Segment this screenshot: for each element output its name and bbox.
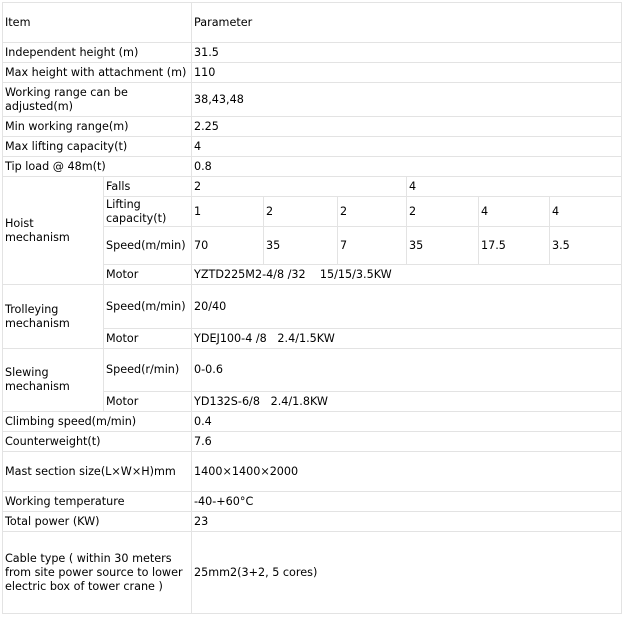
row-value: 2.25 (192, 117, 622, 137)
table-row (3, 63, 622, 83)
header-item: Item (3, 3, 192, 43)
lifting-value: 4 (550, 197, 622, 227)
table-row (3, 83, 622, 117)
row-label: Min working range(m) (3, 117, 192, 137)
row-value: 7.6 (192, 432, 622, 452)
row-value: 4 (192, 137, 622, 157)
speed-value: 35 (407, 227, 479, 265)
trolleying-speed-row (3, 285, 622, 329)
table-row (3, 512, 622, 532)
row-value: 23 (192, 512, 622, 532)
lifting-value: 2 (338, 197, 407, 227)
row-label: Tip load @ 48m(t) (3, 157, 192, 177)
table-row (3, 452, 622, 492)
slewing-label: Slewing mechanism (3, 349, 104, 412)
speed-value: 35 (264, 227, 338, 265)
table-row (3, 157, 622, 177)
header-parameter: Parameter (192, 3, 622, 43)
motor-label: Motor (104, 265, 192, 285)
motor-value: YZTD225M2-4/8 /32 15/15/3.5KW (192, 265, 622, 285)
table-row (3, 43, 622, 63)
row-label: Cable type ( within 30 meters from site power source to lower electric box of tower crane ) (3, 532, 192, 614)
spec-table (2, 2, 622, 614)
falls-value: 2 (192, 177, 407, 197)
table-row (3, 412, 622, 432)
row-label: Max lifting capacity(t) (3, 137, 192, 157)
hoist-falls-row (3, 177, 622, 197)
row-value: 31.5 (192, 43, 622, 63)
falls-label: Falls (104, 177, 192, 197)
speed-value: 7 (338, 227, 407, 265)
row-value: 0.8 (192, 157, 622, 177)
table-row (3, 432, 622, 452)
motor-label: Motor (104, 392, 192, 412)
speed-label: Speed(r/min) (104, 349, 192, 392)
header-row (3, 3, 622, 43)
speed-label: Speed(m/min) (104, 227, 192, 265)
table-row (3, 532, 622, 614)
falls-value: 4 (407, 177, 622, 197)
row-label: Working range can be adjusted(m) (3, 83, 192, 117)
lifting-value: 4 (479, 197, 550, 227)
row-label: Total power (KW) (3, 512, 192, 532)
table-row (3, 137, 622, 157)
row-value: 38,43,48 (192, 83, 622, 117)
row-label: Independent height (m) (3, 43, 192, 63)
table-row (3, 492, 622, 512)
slewing-speed-row (3, 349, 622, 392)
lifting-label: Lifting capacity(t) (104, 197, 192, 227)
row-label: Working temperature (3, 492, 192, 512)
motor-value: YD132S-6/8 2.4/1.8KW (192, 392, 622, 412)
row-label: Climbing speed(m/min) (3, 412, 192, 432)
speed-value: 17.5 (479, 227, 550, 265)
hoist-label: Hoist mechanism (3, 177, 104, 285)
row-label: Mast section size(L×W×H)mm (3, 452, 192, 492)
row-label: Max height with attachment (m) (3, 63, 192, 83)
speed-value: 70 (192, 227, 264, 265)
row-value: -40-+60°C (192, 492, 622, 512)
trolleying-label: Trolleying mechanism (3, 285, 104, 349)
row-label: Counterweight(t) (3, 432, 192, 452)
speed-value: 20/40 (192, 285, 622, 329)
motor-value: YDEJ100-4 /8 2.4/1.5KW (192, 329, 622, 349)
speed-value: 0-0.6 (192, 349, 622, 392)
lifting-value: 2 (407, 197, 479, 227)
motor-label: Motor (104, 329, 192, 349)
row-value: 110 (192, 63, 622, 83)
table-row (3, 117, 622, 137)
speed-value: 3.5 (550, 227, 622, 265)
row-value: 1400×1400×2000 (192, 452, 622, 492)
row-value: 25mm2(3+2, 5 cores) (192, 532, 622, 614)
lifting-value: 2 (264, 197, 338, 227)
row-value: 0.4 (192, 412, 622, 432)
lifting-value: 1 (192, 197, 264, 227)
speed-label: Speed(m/min) (104, 285, 192, 329)
